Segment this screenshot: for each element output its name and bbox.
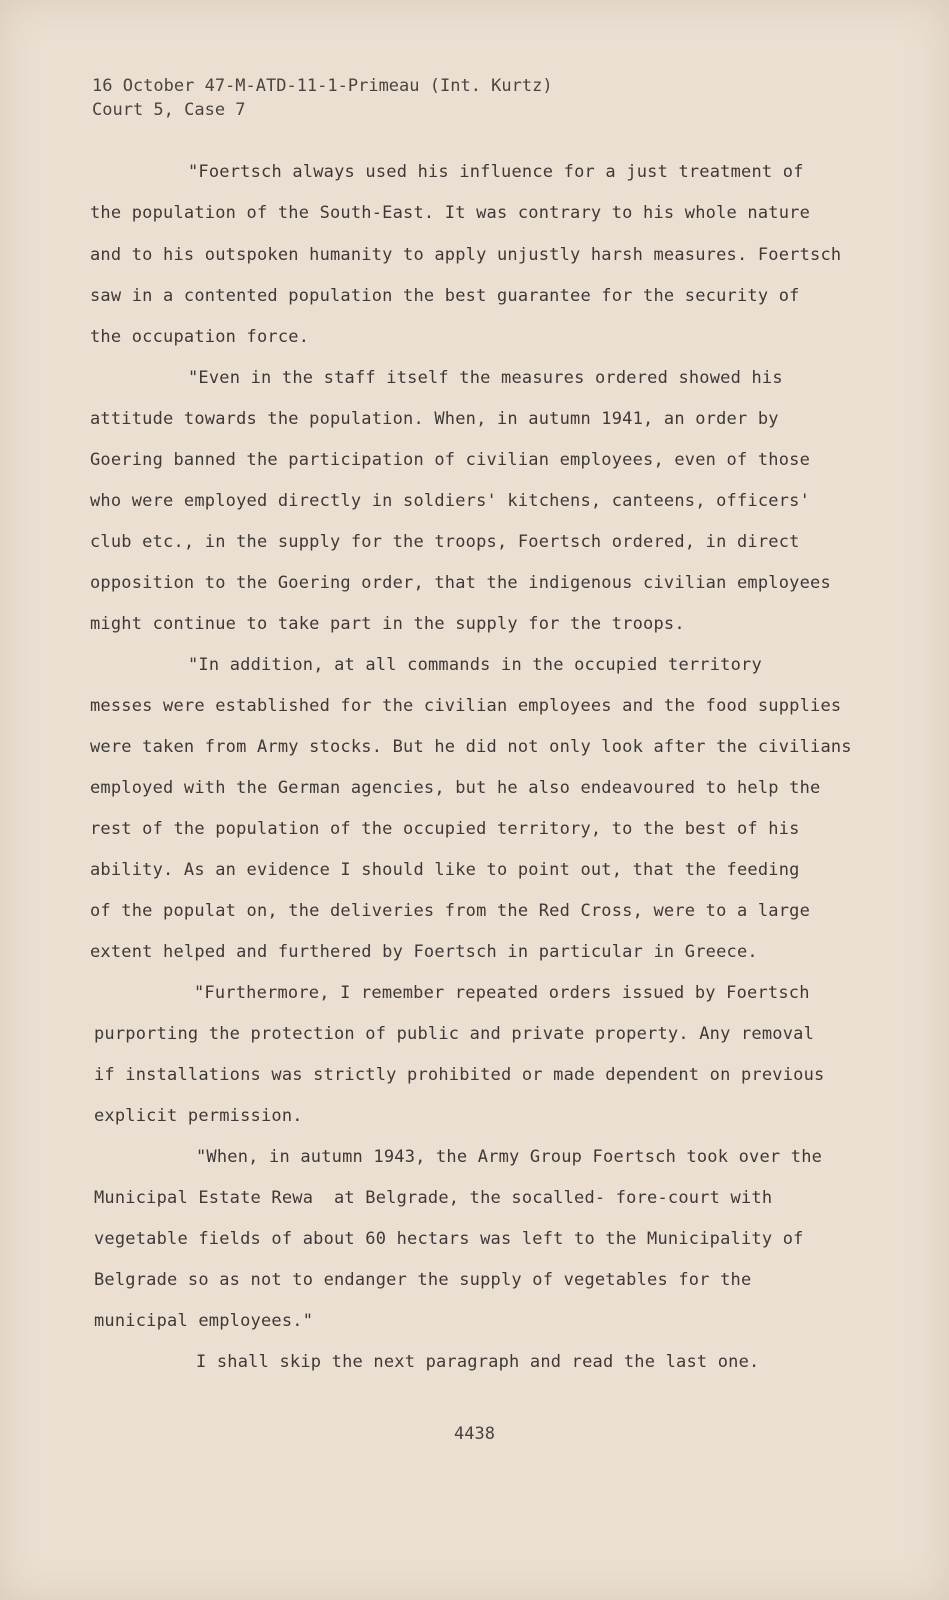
body-line: Belgrade so as not to endanger the supply of vegetables for the [94, 1270, 752, 1290]
body-line: "In addition, at all commands in the occupied territory [188, 655, 762, 675]
body-line: and to his outspoken humanity to apply unjustly harsh measures. Foertsch [90, 245, 842, 265]
document-header [92, 74, 553, 122]
body-line: "When, in autumn 1943, the Army Group Foertsch took over the [196, 1147, 823, 1167]
body-line: rest of the population of the occupied territory, to the best of his [90, 819, 800, 839]
body-line: municipal employees." [94, 1311, 314, 1331]
body-line: I shall skip the next paragraph and read the last one. [196, 1352, 760, 1372]
body-line: saw in a contented population the best guarantee for the security of [90, 286, 800, 306]
body-line: extent helped and furthered by Foertsch in particular in Greece. [90, 942, 758, 962]
body-line: if installations was strictly prohibited or made dependent on previous [94, 1065, 825, 1085]
body-line: messes were established for the civilian employees and the food supplies [90, 696, 842, 716]
body-line: might continue to take part in the supply for the troops. [90, 614, 685, 634]
body-line: attitude towards the population. When, in autumn 1941, an order by [90, 409, 779, 429]
body-line: the occupation force. [90, 327, 310, 347]
body-line: purporting the protection of public and private property. Any removal [94, 1024, 815, 1044]
body-line: "Furthermore, I remember repeated orders issued by Foertsch [194, 983, 810, 1003]
body-line: employed with the German agencies, but he also endeavoured to help the [90, 778, 821, 798]
header-line-date-reference: 16 October 47-M-ATD-11-1-Primeau (Int. Kurtz) [92, 76, 553, 96]
body-line: explicit permission. [94, 1106, 303, 1126]
body-line: Municipal Estate Rewa at Belgrade, the socalled- fore-court with [94, 1188, 773, 1208]
body-line: "Foertsch always used his influence for a just treatment of [188, 162, 804, 182]
body-line: "Even in the staff itself the measures ordered showed his [188, 368, 783, 388]
body-line: opposition to the Goering order, that the indigenous civilian employees [90, 573, 831, 593]
header-line-court-case: Court 5, Case 7 [92, 100, 246, 120]
body-line: ability. As an evidence I should like to point out, that the feeding [90, 860, 800, 880]
body-line: of the populat on, the deliveries from the Red Cross, were to a large [90, 901, 811, 921]
body-line: who were employed directly in soldiers' kitchens, canteens, officers' [90, 491, 811, 511]
body-line: the population of the South-East. It was contrary to his whole nature [90, 203, 811, 223]
page-number: 4438 [454, 1424, 495, 1444]
body-line: Goering banned the participation of civilian employees, even of those [90, 450, 811, 470]
body-line: club etc., in the supply for the troops, Foertsch ordered, in direct [90, 532, 800, 552]
body-line: were taken from Army stocks. But he did not only look after the civilians [90, 737, 852, 757]
body-line: vegetable fields of about 60 hectars was left to the Municipality of [94, 1229, 804, 1249]
